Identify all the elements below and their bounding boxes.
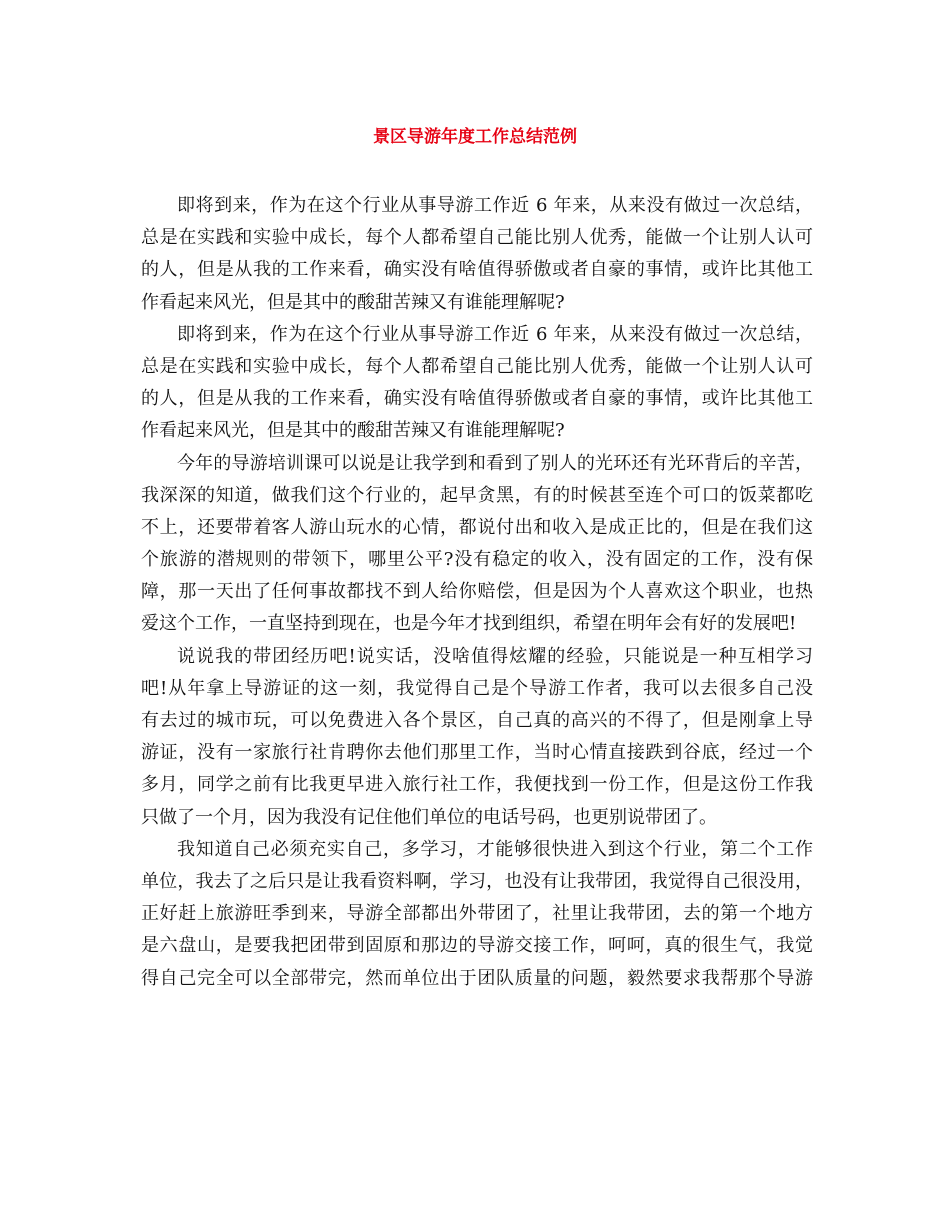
paragraph-line: 有去过的城市玩，可以免费进入各个景区，自己真的高兴的不得了，但是刚拿上导 bbox=[141, 710, 813, 731]
paragraph-1 bbox=[141, 190, 813, 319]
paragraph-line: 即将到来，作为在这个行业从事导游工作近 6 年来，从来没有做过一次总结， bbox=[177, 195, 813, 216]
paragraph-line: 多月，同学之前有比我更早进入旅行社工作，我便找到一份工作，但是这份工作我 bbox=[141, 774, 813, 796]
paragraph-line: 游证，没有一家旅行社肯聘你去他们那里工作，当时心情直接跌到谷底，经过一个 bbox=[141, 742, 813, 764]
paragraph-line: 爱这个工作，一直坚持到现在，也是今年才找到组织，希望在明年会有好的发展吧! bbox=[141, 613, 797, 635]
paragraph-line: 的人，但是从我的工作来看，确实没有啥值得骄傲或者自豪的事情，或许比其他工 bbox=[141, 388, 813, 410]
paragraph-line: 作看起来风光，但是其中的酸甜苦辣又有谁能理解呢? bbox=[141, 420, 565, 442]
paragraph-line: 即将到来，作为在这个行业从事导游工作近 6 年来，从来没有做过一次总结， bbox=[177, 323, 813, 345]
paragraph-line: 作看起来风光，但是其中的酸甜苦辣又有谁能理解呢? bbox=[141, 291, 565, 313]
paragraph-line: 的人，但是从我的工作来看，确实没有啥值得骄傲或者自豪的事情，或许比其他工 bbox=[141, 259, 813, 281]
paragraph-line: 我深深的知道，做我们这个行业的，起早贪黑，有的时候甚至连个可口的饭菜都吃 bbox=[141, 484, 813, 506]
paragraph-line: 吧!从年拿上导游证的这一刻，我觉得自己是个导游工作者，我可以去很多自己没 bbox=[141, 677, 813, 699]
paragraph-line: 只做了一个月，因为我没有记住他们单位的电话号码，也更别说带团了。 bbox=[141, 806, 717, 828]
paragraph-line: 障，那一天出了任何事故都找不到人给你赔偿，但是因为个人喜欢这个职业，也热 bbox=[141, 581, 813, 603]
paragraph-line: 今年的导游培训课可以说是让我学到和看到了别人的光环还有光环背后的辛苦， bbox=[177, 452, 813, 474]
paragraph-line: 单位，我去了之后只是让我看资料啊，学习，也没有让我带团，我觉得自己很没用， bbox=[141, 870, 813, 892]
paragraph-line: 我知道自己必须充实自己，多学习，才能够很快进入到这个行业，第二个工作 bbox=[177, 838, 813, 860]
paragraph-line: 说说我的带团经历吧!说实话，没啥值得炫耀的经验，只能说是一种互相学习 bbox=[177, 645, 813, 667]
paragraph-line: 个旅游的潜规则的带领下，哪里公平?没有稳定的收入，没有固定的工作，没有保 bbox=[141, 549, 813, 571]
paragraph-line: 正好赶上旅游旺季到来，导游全部都出外带团了，社里让我带团，去的第一个地方 bbox=[141, 903, 813, 925]
paragraph-line: 不上，还要带着客人游山玩水的心情，都说付出和收入是成正比的，但是在我们这 bbox=[141, 516, 813, 538]
paragraph-5 bbox=[141, 834, 813, 995]
document-title: 景区导游年度工作总结范例 bbox=[373, 127, 577, 147]
paragraph-4 bbox=[141, 641, 813, 834]
paragraph-2 bbox=[141, 319, 813, 448]
paragraph-line: 得自己完全可以全部带完，然而单位出于团队质量的问题，毅然要求我帮那个导游 bbox=[141, 967, 813, 989]
paragraph-line: 是六盘山，是要我把团带到固原和那边的导游交接工作，呵呵，真的很生气，我觉 bbox=[141, 935, 813, 957]
paragraph-3 bbox=[141, 448, 813, 641]
paragraph-line: 总是在实践和实验中成长，每个人都希望自己能比别人优秀，能做一个让别人认可 bbox=[141, 355, 813, 377]
paragraph-line: 总是在实践和实验中成长，每个人都希望自己能比别人优秀，能做一个让别人认可 bbox=[141, 227, 813, 249]
document-body bbox=[141, 190, 813, 995]
